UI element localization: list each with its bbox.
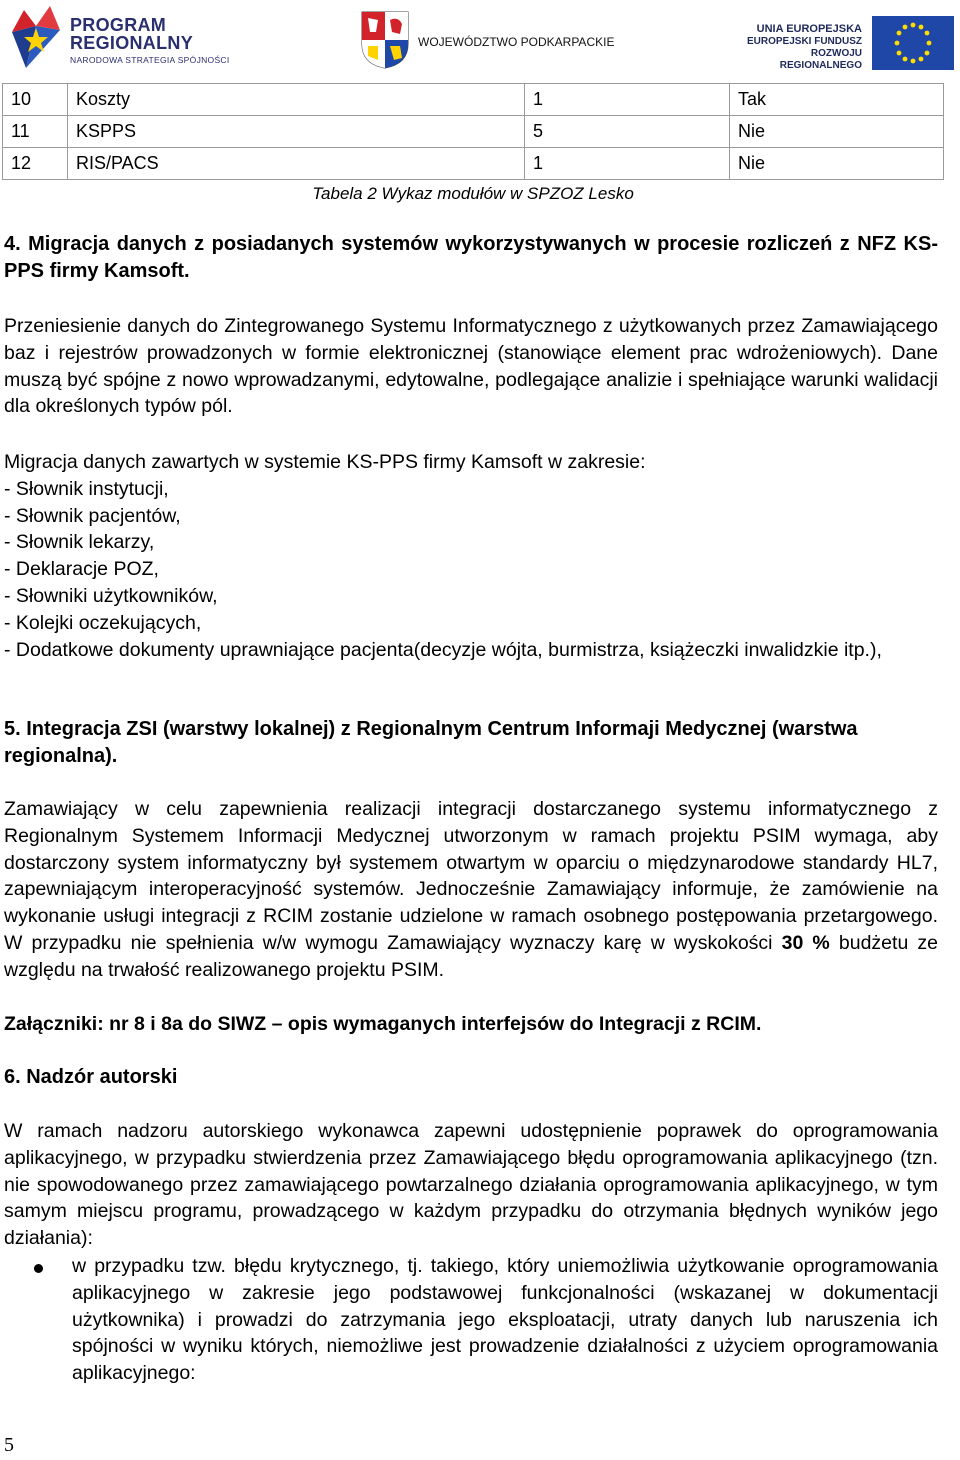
- page-number: 5: [4, 1434, 14, 1456]
- program-line1: PROGRAM: [70, 15, 167, 35]
- table-cell-no: 12: [3, 148, 68, 180]
- program-regionalny-logo: [6, 2, 246, 70]
- ue-line3: ROZWOJU REGIONALNEGO: [779, 48, 862, 71]
- table-cell-name: Koszty: [68, 84, 525, 116]
- list-item: - Deklaracje POZ,: [4, 558, 159, 581]
- wojewodztwo-logo: [360, 10, 630, 70]
- list-item: - Dodatkowe dokumenty uprawniające pacjenta(decyzje wójta, burmistrza, książeczki inwalidzkie itp.),: [4, 638, 882, 661]
- section6-paragraph: W ramach nadzoru autorskiego wykonawca zapewni udostępnienie poprawek do oprogramowania aplikacyjnego, w przypadku stwierdzenia przez Zamawiającego błędu oprogramowania aplikacyjnego (tzn. nie spowodowanego przez zamawiającego powtarzalnego działania oprogramowania aplikacyjnego, w tym samym miejscu programu, prowadzącego w każdym przypadku do otrzymania błędnych wyników jego działania):: [4, 1120, 938, 1250]
- bullet-text: w przypadku tzw. błędu krytycznego, tj. takiego, który uniemożliwia użytkowanie oprogramowania aplikacyjnego w zakresie jego podstawowej funkcjonalności (wskazanej w dokumentacji użytkownika) i prowadzi do zatrzymania jego eksploatacji, utraty danych lub naruszenia ich spójności w wyniku których, niemożliwe jest prowadzenie działalności z użyciem oprogramowania aplikacyjnego:: [72, 1255, 938, 1385]
- table-cell-no: 11: [3, 116, 68, 148]
- section4-heading: 4. Migracja danych z posiadanych systemów wykorzystywanych w procesie rozliczeń z NFZ KS-PPS firmy Kamsoft.: [4, 233, 938, 282]
- migration-list: [4, 449, 938, 663]
- table-row: [3, 84, 944, 116]
- eu-flag-icon: [872, 16, 954, 70]
- section5-attachments: Załączniki: nr 8 i 8a do SIWZ – opis wymaganych interfejsów do Integracji z RCIM.: [4, 1013, 762, 1035]
- podkarpackie-coat-of-arms-icon: [360, 10, 410, 70]
- list-item: - Słownik pacjentów,: [4, 504, 181, 527]
- table-cell-status: Nie: [730, 148, 944, 180]
- section5-heading: 5. Integracja ZSI (warstwy lokalnej) z Regionalnym Centrum Informaji Medycznej (warstwa regionalna).: [4, 718, 858, 767]
- page-header: [0, 0, 960, 72]
- program-regionalny-emblem-icon: [6, 2, 66, 70]
- ue-line2: EUROPEJSKI FUNDUSZ: [746, 36, 862, 47]
- modules-table: [2, 83, 944, 180]
- section5-paragraph: [4, 796, 938, 984]
- wojewodztwo-label: WOJEWÓDZTWO PODKARPACKIE: [418, 35, 615, 49]
- section4-paragraph: Przeniesienie danych do Zintegrowanego Systemu Informatycznego z użytkowanych przez Zamawiającego baz i rejestrów prowadzonych w formie elektronicznej (stanowiące element prac wdrożeniowych). Dane muszą być spójne z nowo wprowadzanymi, edytowalne, podlegające analizie i spełniające warunki walidacji dla określonych typów pól.: [4, 315, 938, 418]
- section5-text-end: budżetu ze względu na trwałość realizowanego projektu PSIM.: [4, 931, 939, 981]
- list-item: - Słownik lekarzy,: [4, 531, 155, 554]
- table-cell-status: Tak: [730, 84, 944, 116]
- table-row: [3, 148, 944, 180]
- list-item: - Kolejki oczekujących,: [4, 611, 202, 634]
- ue-logo: [726, 14, 956, 70]
- penalty-value: 30 %: [781, 931, 830, 954]
- table-cell-name: KSPPS: [68, 116, 525, 148]
- table-cell-count: 1: [525, 84, 730, 116]
- program-line3: NARODOWA STRATEGIA SPÓJNOŚCI: [70, 55, 230, 65]
- section6-heading: 6. Nadzór autorski: [4, 1066, 178, 1088]
- list-item: - Słowniki użytkowników,: [4, 584, 218, 607]
- table-cell-no: 10: [3, 84, 68, 116]
- table-cell-count: 1: [525, 148, 730, 180]
- program-line2: REGIONALNY: [70, 33, 194, 53]
- table-cell-count: 5: [525, 116, 730, 148]
- table-caption: Tabela 2 Wykaz modułów w SPZOZ Lesko: [312, 184, 634, 203]
- bullet-icon: [34, 1264, 43, 1273]
- table-cell-name: RIS/PACS: [68, 148, 525, 180]
- table-cell-status: Nie: [730, 116, 944, 148]
- list-item: - Słownik instytucji,: [4, 477, 169, 500]
- section5-text-start: Zamawiający w celu zapewnienia realizacji integracji dostarczanego systemu informatycznego z Regionalnym Systemem Informacji Medycznej utworzonym w ramach projektu PSIM wymaga, aby dostarczony system informatyczny był systemem otwartym w oparciu o międzynarodowe standardy HL7, zapewniającym interoperacyjność systemów. Jednocześnie Zamawiający informuje, że zamówienie na wykonanie usługi integracji z RCIM zostanie udzielone w ramach osobnego postępowania przetargowego. W przypadku nie spełnienia w/w wymogu Zamawiający wyznaczy karę w wyskokości: [4, 798, 938, 954]
- table-row: [3, 116, 944, 148]
- ue-line1: UNIA EUROPEJSKA: [756, 23, 862, 35]
- migration-list-intro: Migracja danych zawartych w systemie KS-PPS firmy Kamsoft w zakresie:: [4, 451, 646, 473]
